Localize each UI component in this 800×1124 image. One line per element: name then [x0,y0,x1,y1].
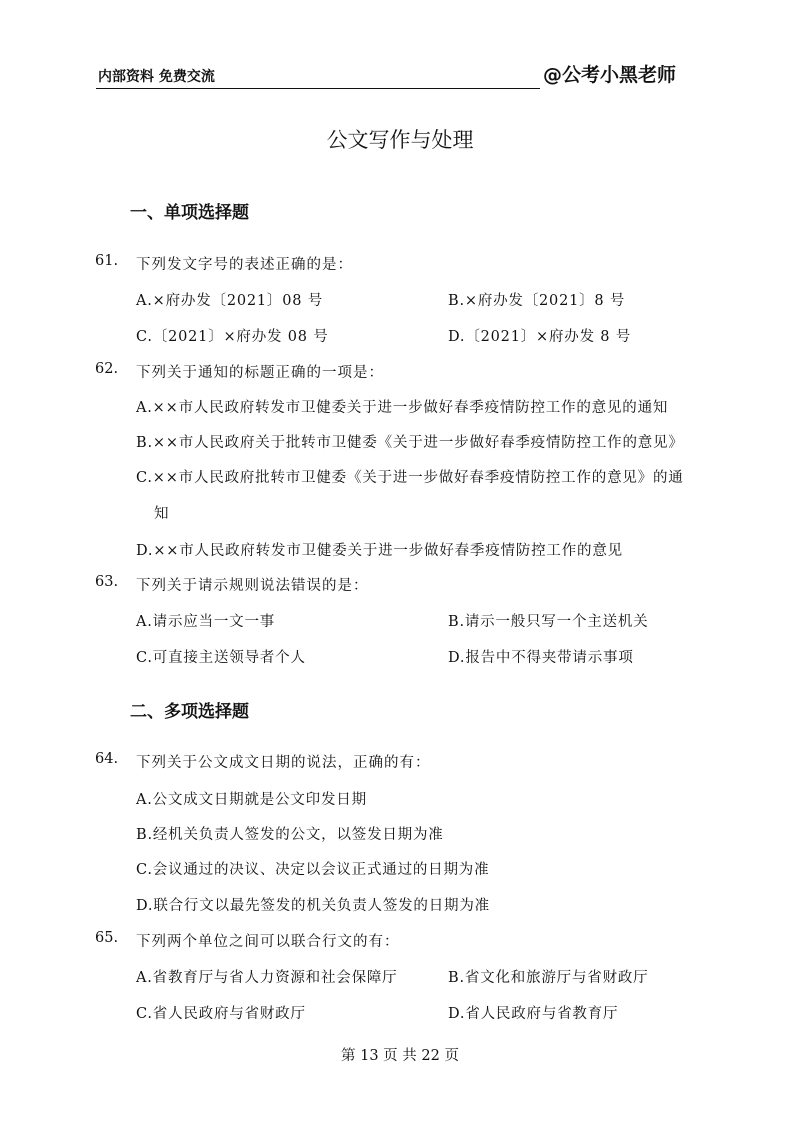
option-d: D.联合行文以最先签发的机关负责人签发的日期为准 [136,898,490,914]
question-text: 下列发文字号的表述正确的是： [136,257,353,273]
header-left-text: 内部资料 免费交流 [98,69,215,85]
option-c: C.省人民政府与省财政厅 [136,1006,306,1022]
question-number: 64. [95,751,119,767]
page-title: 公文写作与处理 [326,128,474,152]
option-b: B.请示一般只写一个主送机关 [448,614,649,630]
option-d: D.报告中不得夹带请示事项 [448,650,634,666]
option-a: A.××市人民政府转发市卫健委关于进一步做好春季疫情防控工作的意见的通知 [136,400,669,416]
option-b: B.××市人民政府关于批转市卫健委《关于进一步做好春季疫情防控工作的意见》 [136,435,684,451]
header-right-text: @公考小黑老师 [543,64,677,86]
option-a: A.省教育厅与省人力资源和社会保障厅 [136,970,398,986]
option-b: B.×府办发〔2021〕8 号 [448,293,626,309]
section-heading-single: 一、单项选择题 [130,203,249,223]
question-text: 下列关于公文成文日期的说法，正确的有： [136,755,431,771]
question-text: 下列关于通知的标题正确的一项是： [136,365,384,381]
section-heading-multi: 二、多项选择题 [130,702,249,722]
option-c: C.会议通过的决议、决定以会议正式通过的日期为准 [136,862,490,878]
option-a: A.×府办发〔2021〕08 号 [136,293,323,309]
question-number: 65. [95,930,119,946]
option-d: D.省人民政府与省教育厅 [448,1006,619,1022]
option-d: D.〔2021〕×府办发 8 号 [448,329,632,345]
question-number: 63. [95,574,119,590]
option-b: B.省文化和旅游厅与省财政厅 [448,970,649,986]
question-text: 下列关于请示规则说法错误的是： [136,578,369,594]
option-a: A.请示应当一文一事 [136,614,276,630]
page-footer: 第 13 页 共 22 页 [341,1048,459,1064]
option-c-continued: 知 [154,506,170,522]
option-a: A.公文成文日期就是公文印发日期 [136,792,367,808]
question-number: 62. [95,361,119,377]
option-c: C.××市人民政府批转市卫健委《关于进一步做好春季疫情防控工作的意见》的通 [136,470,684,486]
question-text: 下列两个单位之间可以联合行文的有： [136,934,400,950]
question-number: 61. [95,253,119,269]
option-c: C.〔2021〕×府办发 08 号 [136,329,329,345]
option-d: D.××市人民政府转发市卫健委关于进一步做好春季疫情防控工作的意见 [136,543,623,559]
option-b: B.经机关负责人签发的公文，以签发日期为准 [136,827,444,843]
header-rule [96,88,540,89]
option-c: C.可直接主送领导者个人 [136,650,306,666]
